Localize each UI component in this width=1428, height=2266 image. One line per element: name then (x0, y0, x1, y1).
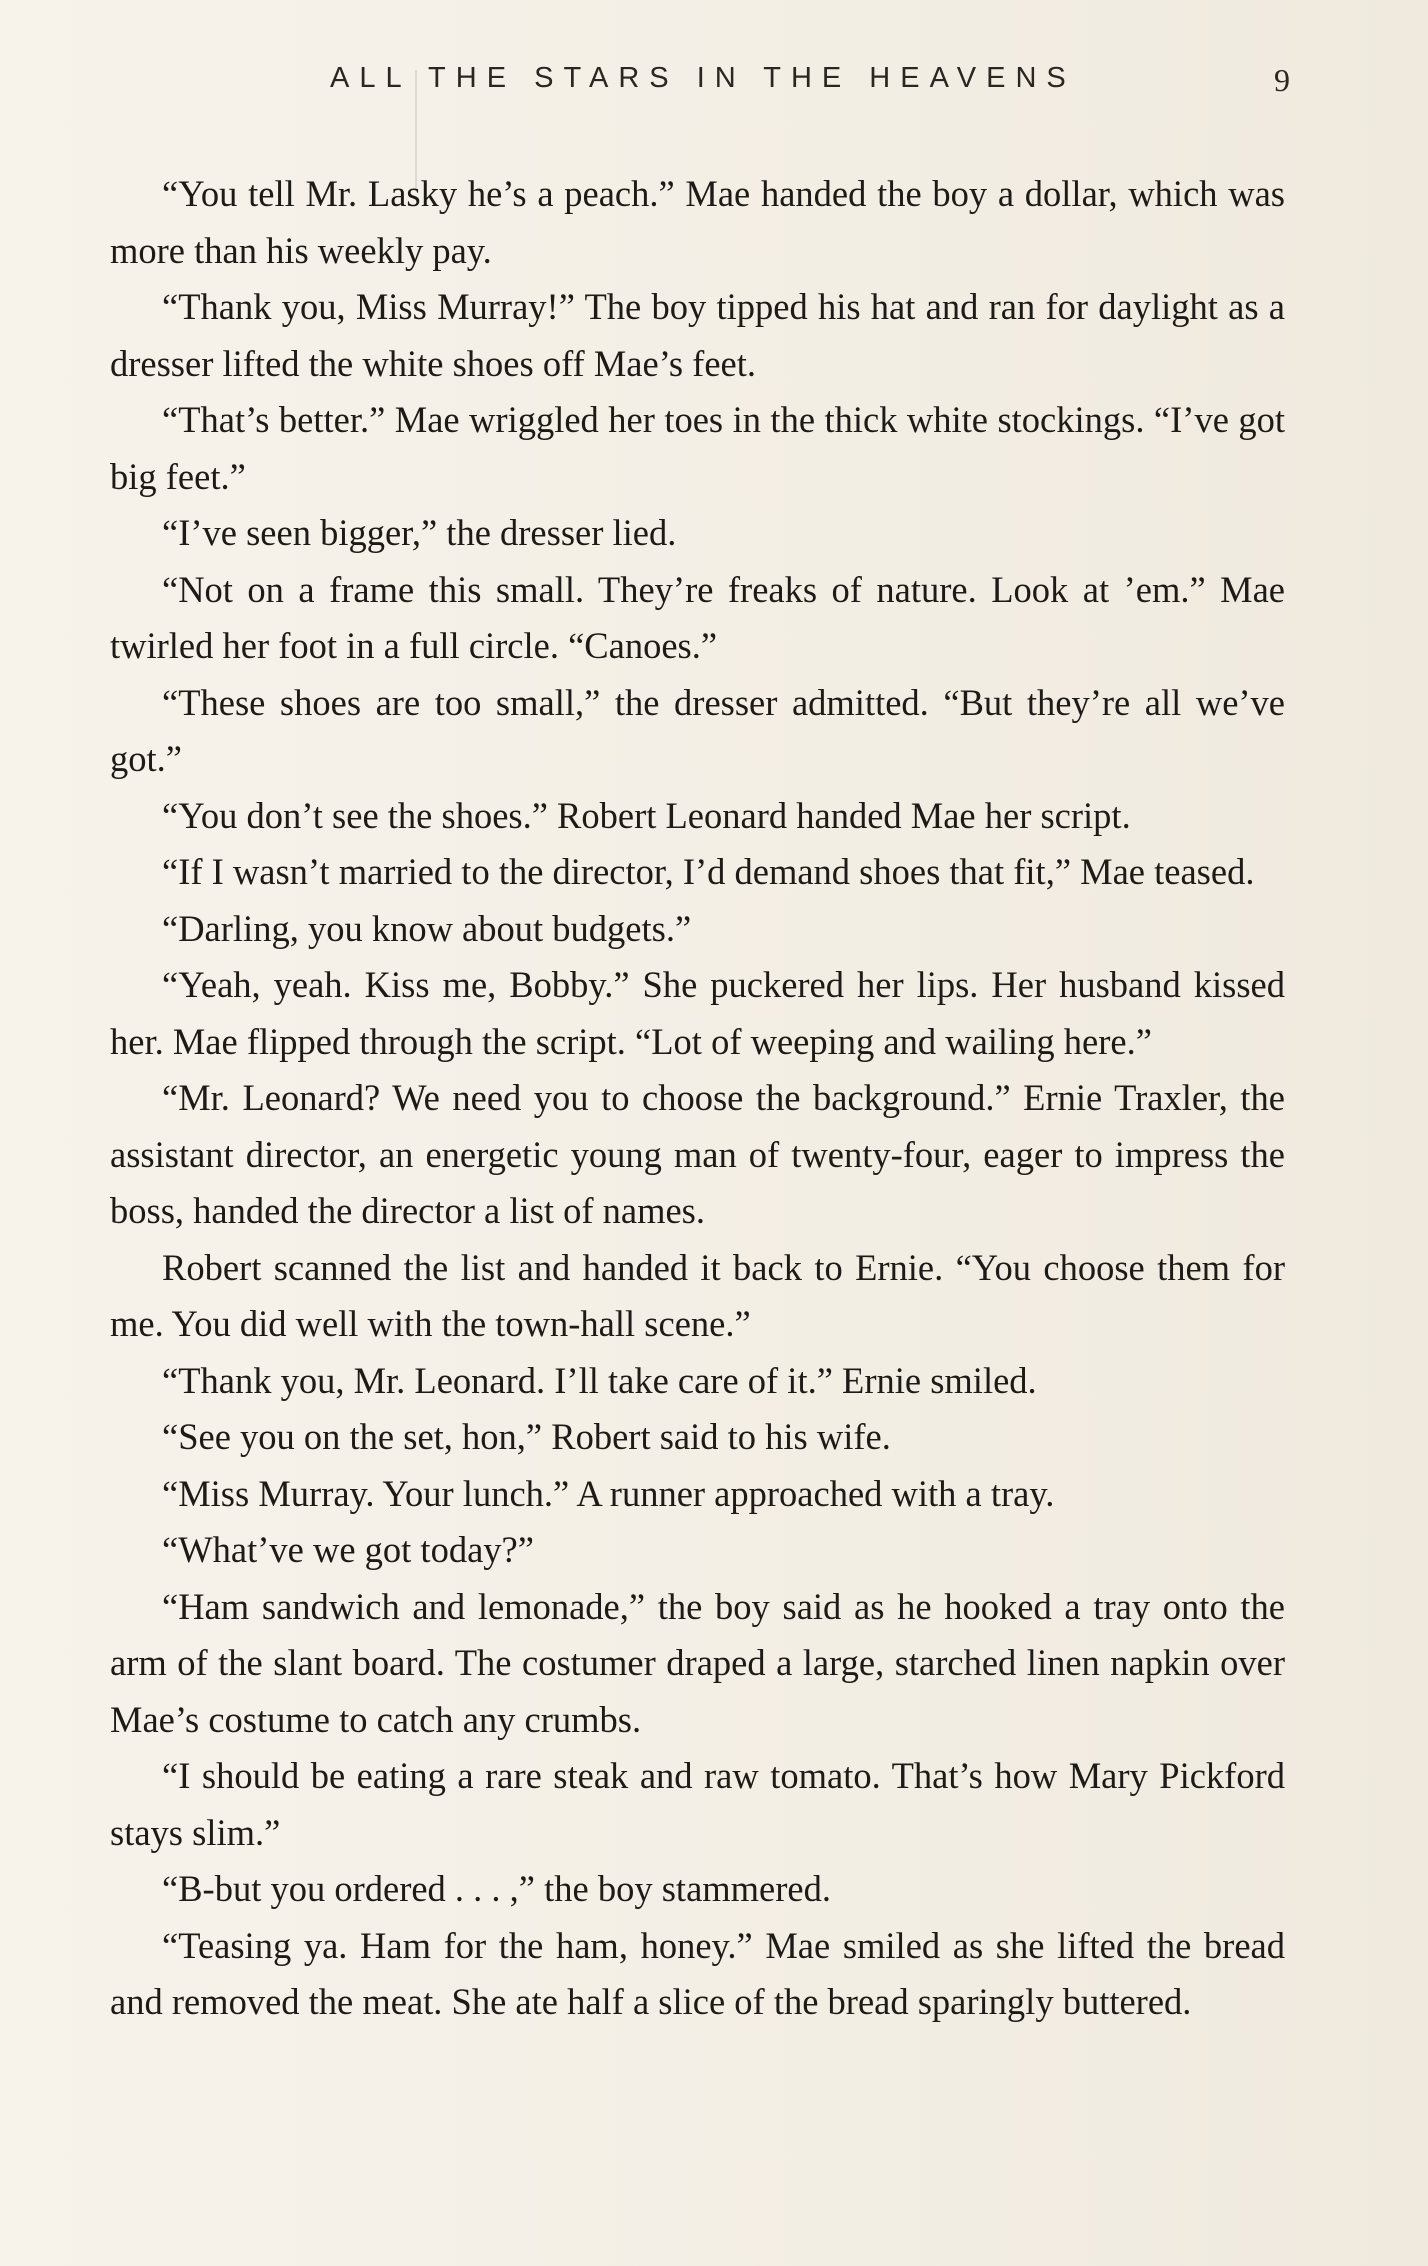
paragraph: “Teasing ya. Ham for the ham, honey.” Mae smiled as she lifted the bread and removed the meat. She ate half a slice of the bread sparingly buttered. (110, 1924, 1285, 2022)
paragraph: “You don’t see the shoes.” Robert Leonard handed Mae her script. (162, 794, 1131, 836)
paragraph: “B-but you ordered . . . ,” the boy stammered. (162, 1868, 831, 1909)
running-title: ALL THE STARS IN THE HEAVENS (330, 62, 1076, 94)
paragraph: “Thank you, Miss Murray!” The boy tipped his hat and ran for daylight as a dresser lifted the white shoes off Mae’s feet. (110, 286, 1285, 384)
page-number: 9 (1274, 62, 1290, 98)
paragraph: “Not on a frame this small. They’re freaks of nature. Look at ’em.” Mae twirled her foot in a full circle. “Canoes.” (110, 568, 1285, 666)
paragraph: “You tell Mr. Lasky he’s a peach.” Mae handed the boy a dollar, which was more than his weekly pay. (110, 173, 1285, 271)
paragraph: “Miss Murray. Your lunch.” A runner approached with a tray. (162, 1472, 1055, 1514)
paragraph: “If I wasn’t married to the director, I’d demand shoes that fit,” Mae teased. (162, 851, 1255, 892)
paragraph: “Ham sandwich and lemonade,” the boy said as he hooked a tray onto the arm of the slant board. The costumer draped a large, starched linen napkin over Mae’s costume to catch any crumbs. (110, 1585, 1285, 1740)
paragraph: “Mr. Leonard? We need you to choose the background.” Ernie Traxler, the assistant director, an energetic young man of twenty-four, eager to impress the boss, handed the director a list of names. (110, 1077, 1285, 1231)
paragraph: “Thank you, Mr. Leonard. I’ll take care of it.” Ernie smiled. (162, 1359, 1037, 1401)
paragraph: “These shoes are too small,” the dresser admitted. “But they’re all we’ve got.” (110, 681, 1285, 779)
paragraph: “That’s better.” Mae wriggled her toes in the thick white stockings. “I’ve got big feet.” (110, 399, 1285, 497)
paragraph: “See you on the set, hon,” Robert said to his wife. (162, 1416, 891, 1457)
paragraph: “I’ve seen bigger,” the dresser lied. (162, 512, 677, 553)
paragraph: Robert scanned the list and handed it back to Ernie. “You choose them for me. You did well with the town-hall scene.” (110, 1246, 1285, 1344)
paragraph: “Yeah, yeah. Kiss me, Bobby.” She puckered her lips. Her husband kissed her. Mae flipped through the script. “Lot of weeping and wailing here.” (110, 964, 1285, 1062)
body-text (110, 166, 1285, 2031)
paragraph: “I should be eating a rare steak and raw tomato. That’s how Mary Pickford stays slim.” (110, 1755, 1285, 1853)
running-header (110, 62, 1290, 110)
paragraph: “Darling, you know about budgets.” (162, 907, 692, 949)
paragraph: “What’ve we got today?” (162, 1529, 534, 1570)
